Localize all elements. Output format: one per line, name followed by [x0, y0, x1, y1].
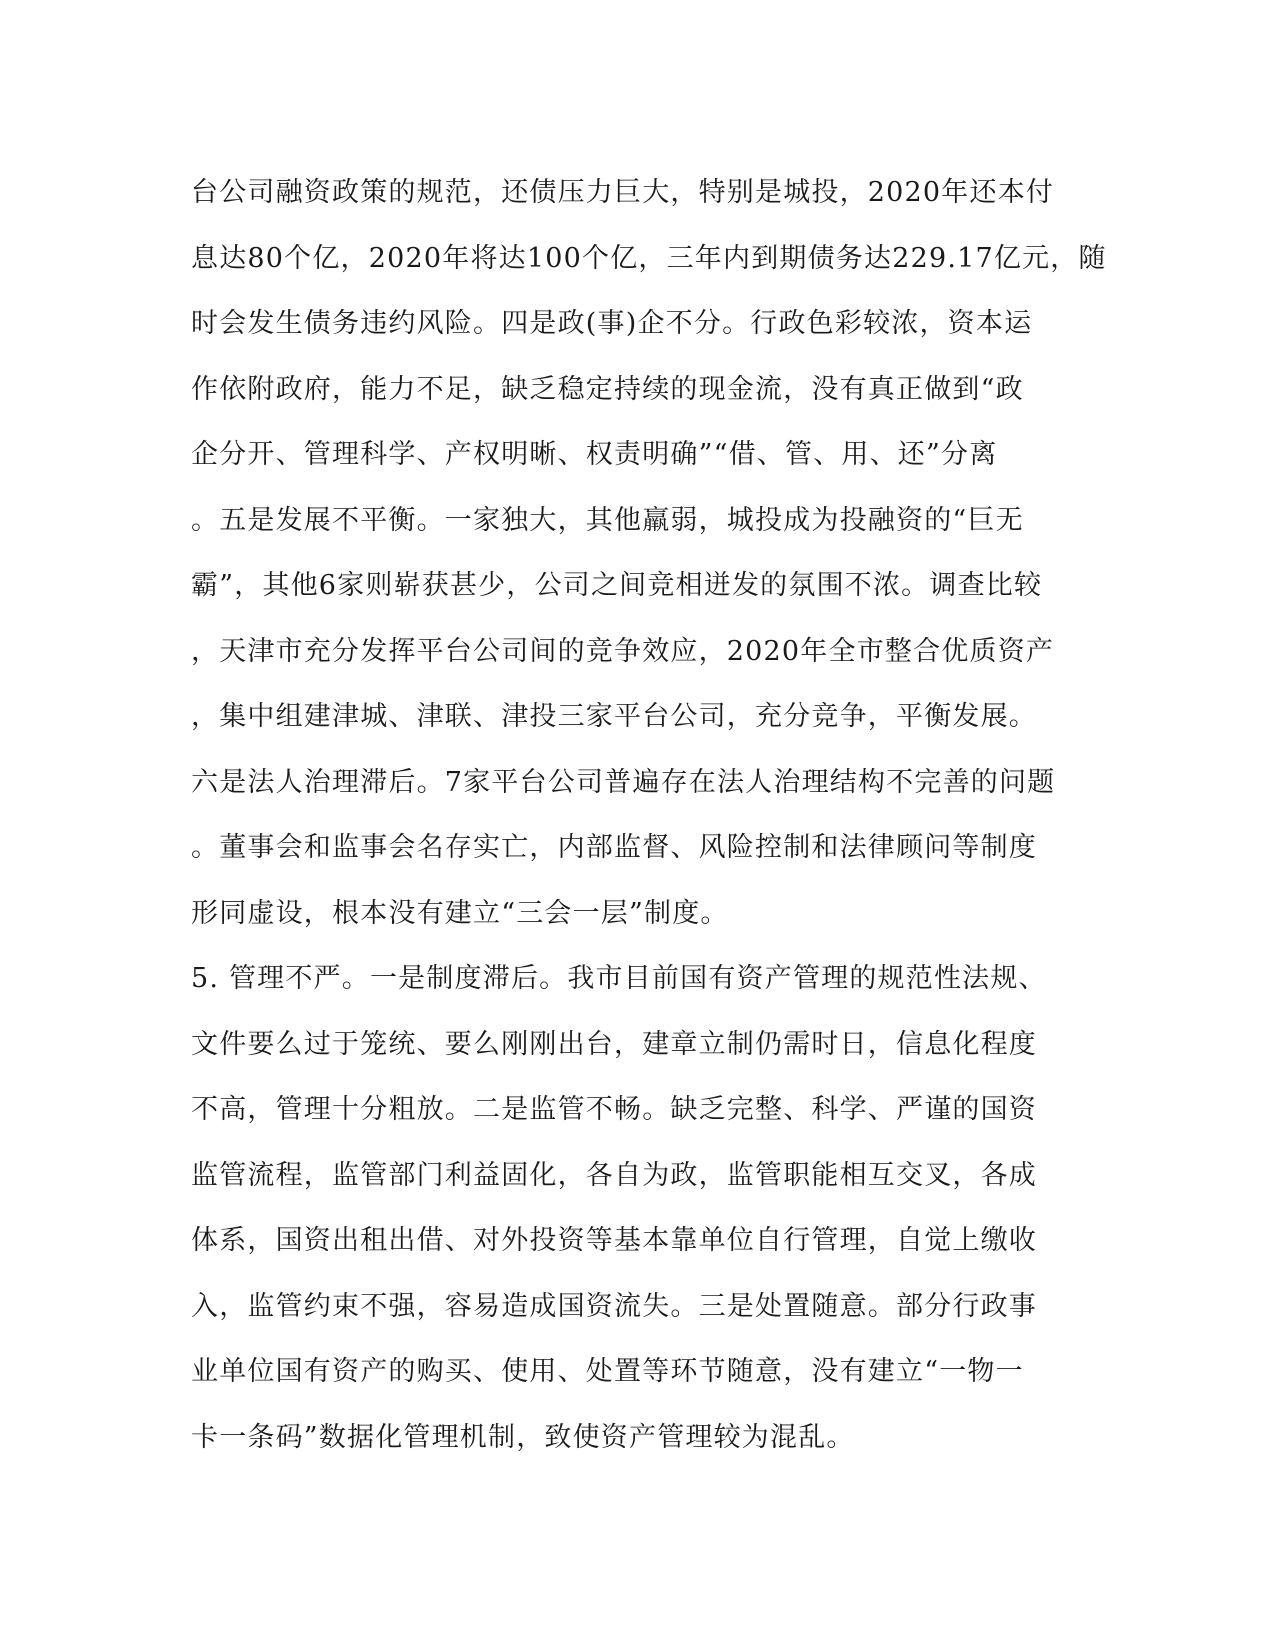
text-line: 六是法人治理滞后。7家平台公司普遍存在法人治理结构不完善的问题: [191, 766, 1056, 798]
text-line: 业单位国有资产的购买、使用、处置等环节随意，没有建立“一物一: [191, 1356, 1024, 1387]
body-text: [191, 160, 1107, 1470]
text-line: 监管流程，监管部门利益固化，各自为政，监管职能相互交叉，各成: [191, 1159, 1037, 1191]
section-heading-line: 5. 管理不严。一是制度滞后。我市目前国有资产管理的规范性法规、: [191, 963, 1047, 994]
text-line: 作依附政府，能力不足，缺乏稳定持续的现金流，没有真正做到“政: [191, 373, 1024, 405]
text-line: 体系，国资出租出借、对外投资等基本靠单位自行管理，自觉上缴收: [191, 1225, 1037, 1256]
text-line: 。董事会和监事会名存实亡，内部监督、风险控制和法律顾问等制度: [191, 832, 1037, 863]
text-line: 。五是发展不平衡。一家独大，其他羸弱，城投成为投融资的“巨无: [191, 504, 1024, 536]
text-line: ，集中组建津城、津联、津投三家平台公司，充分竞争，平衡发展。: [191, 701, 1037, 732]
text-line: 息达80个亿，2020年将达100个亿，三年内到期债务达229.17亿元，随: [191, 242, 1107, 274]
text-line: 不高，管理十分粗放。二是监管不畅。缺乏完整、科学、严谨的国资: [191, 1094, 1037, 1125]
text-line: 时会发生债务违约风险。四是政(事)企不分。行政色彩较浓，资本运: [191, 308, 1033, 339]
text-line: 文件要么过于笼统、要么刚刚出台，建章立制仍需时日，信息化程度: [191, 1028, 1037, 1060]
text-line: 企分开、管理科学、产权明晰、权责明确”“借、管、用、还”分离: [191, 439, 998, 470]
text-line: 霸”，其他6家则崭获甚少，公司之间竞相迸发的氛围不浓。调查比较: [191, 570, 1043, 601]
text-line: ，天津市充分发挥平台公司间的竞争效应，2020年全市整合优质资产: [191, 635, 1055, 667]
text-line: 卡一条码”数据化管理机制，致使资产管理较为混乱。: [191, 1421, 855, 1453]
text-line: 台公司融资政策的规范，还债压力巨大，特别是城投，2020年还本付: [191, 177, 1055, 208]
text-line: 入，监管约束不强，容易造成国资流失。三是处置随意。部分行政事: [191, 1290, 1037, 1322]
text-line: 形同虚设，根本没有建立“三会一层”制度。: [191, 897, 729, 929]
